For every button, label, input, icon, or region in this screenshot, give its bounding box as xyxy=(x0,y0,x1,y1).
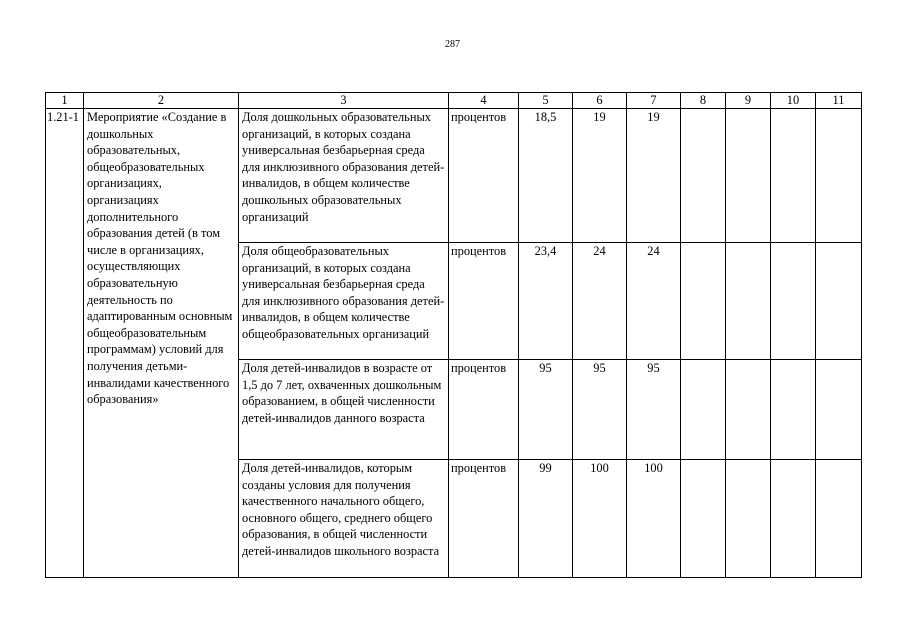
indicators-table xyxy=(45,92,862,578)
column-header: 1 xyxy=(46,93,84,109)
value-col-8 xyxy=(681,243,726,360)
indicator-unit: процентов xyxy=(449,243,519,360)
value-col-10 xyxy=(771,243,816,360)
value-col-7: 100 xyxy=(627,460,681,578)
value-col-5: 95 xyxy=(519,360,573,460)
table-row xyxy=(46,109,862,243)
column-header: 11 xyxy=(816,93,862,109)
value-col-10 xyxy=(771,460,816,578)
column-number-row xyxy=(46,93,862,109)
page-number: 287 xyxy=(445,39,460,50)
row-code: 1.21-1 xyxy=(46,109,84,578)
indicator-name: Доля детей-инвалидов в возрасте от 1,5 до 7 лет, охваченных дошкольным образованием, в общей численности детей-инвалидов данного возраста xyxy=(239,360,449,460)
value-col-9 xyxy=(726,243,771,360)
value-col-7: 24 xyxy=(627,243,681,360)
value-col-10 xyxy=(771,360,816,460)
value-col-7: 19 xyxy=(627,109,681,243)
value-col-5: 23,4 xyxy=(519,243,573,360)
value-col-11 xyxy=(816,243,862,360)
column-header: 3 xyxy=(239,93,449,109)
column-header: 7 xyxy=(627,93,681,109)
value-col-6: 24 xyxy=(573,243,627,360)
activity-name: Мероприятие «Создание в дошкольных образовательных, общеобразовательных организациях, организациях дополнительного образования детей (в том числе в организациях, осуществляющих образовательную деятельность по адаптированным основным общеобразовательным программам) условий для получения детьми-инвалидами качественного образования» xyxy=(84,109,239,578)
column-header: 4 xyxy=(449,93,519,109)
value-col-6: 95 xyxy=(573,360,627,460)
value-col-11 xyxy=(816,109,862,243)
column-header: 6 xyxy=(573,93,627,109)
value-col-8 xyxy=(681,460,726,578)
column-header: 5 xyxy=(519,93,573,109)
value-col-6: 19 xyxy=(573,109,627,243)
value-col-10 xyxy=(771,109,816,243)
value-col-9 xyxy=(726,360,771,460)
column-header: 9 xyxy=(726,93,771,109)
value-col-5: 99 xyxy=(519,460,573,578)
indicator-unit: процентов xyxy=(449,109,519,243)
value-col-9 xyxy=(726,109,771,243)
indicator-unit: процентов xyxy=(449,360,519,460)
column-header: 8 xyxy=(681,93,726,109)
value-col-11 xyxy=(816,360,862,460)
value-col-6: 100 xyxy=(573,460,627,578)
indicator-name: Доля дошкольных образовательных организаций, в которых создана универсальная безбарьерная среда для инклюзивного образования детей-инвалидов, в общем количестве дошкольных образовательных организаций xyxy=(239,109,449,243)
indicator-unit: процентов xyxy=(449,460,519,578)
value-col-8 xyxy=(681,109,726,243)
value-col-8 xyxy=(681,360,726,460)
value-col-7: 95 xyxy=(627,360,681,460)
value-col-9 xyxy=(726,460,771,578)
indicator-name: Доля детей-инвалидов, которым созданы условия для получения качественного начального общего, основного общего, среднего общего образования, в общей численности детей-инвалидов школьного возраста xyxy=(239,460,449,578)
column-header: 2 xyxy=(84,93,239,109)
indicator-name: Доля общеобразовательных организаций, в которых создана универсальная безбарьерная среда для инклюзивного образования детей-инвалидов, в общем количестве общеобразовательных организаций xyxy=(239,243,449,360)
column-header: 10 xyxy=(771,93,816,109)
value-col-5: 18,5 xyxy=(519,109,573,243)
value-col-11 xyxy=(816,460,862,578)
